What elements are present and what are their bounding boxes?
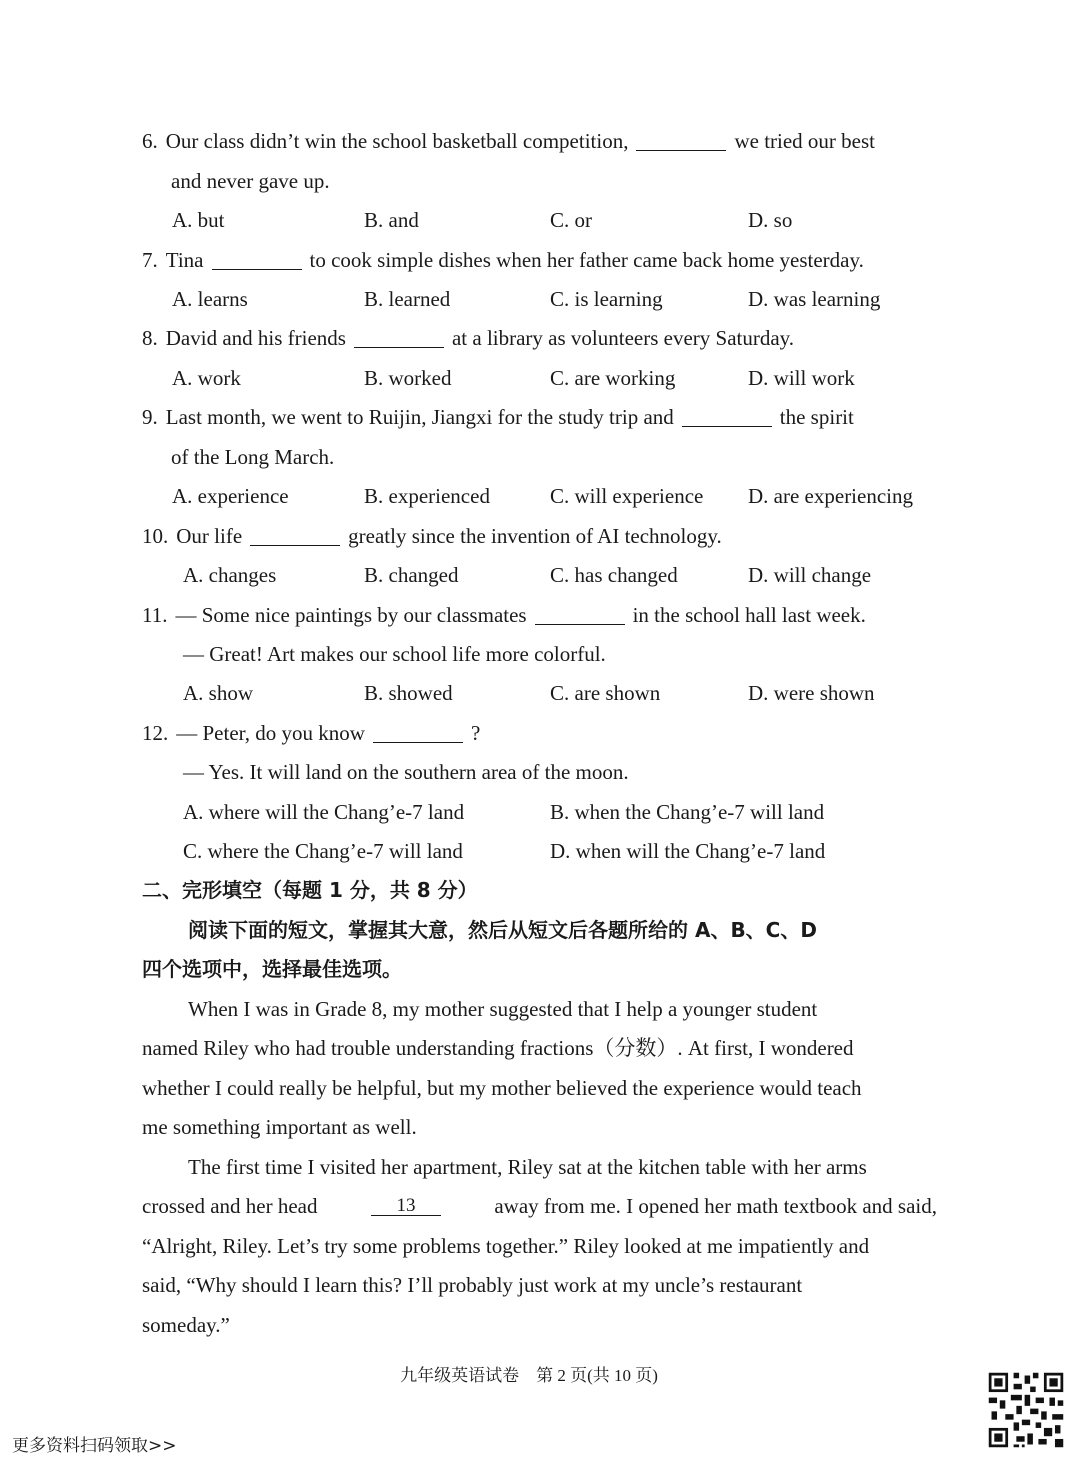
section-instruction-line2: 四个选项中，选择最佳选项。: [142, 957, 402, 981]
option-c: C. is learning: [550, 287, 663, 311]
option-b: B. learned: [364, 287, 451, 311]
option-b: B. experienced: [364, 484, 490, 508]
option-a: A. experience: [172, 484, 289, 508]
option-a: A. changes: [183, 563, 277, 587]
option-a: A. where will the Chang’e-7 land: [183, 800, 465, 824]
option-c: C. will experience: [550, 484, 704, 508]
question-11-line2: — Great! Art makes our school life more colorful.: [183, 642, 606, 666]
option-c: C. are shown: [550, 681, 661, 705]
answer-blank: [250, 527, 340, 546]
option-a: A. learns: [172, 287, 248, 311]
option-b: B. changed: [364, 563, 459, 587]
passage-line: When I was in Grade 8, my mother suggested that I help a younger student: [188, 997, 818, 1021]
option-a: A. show: [183, 681, 254, 705]
page-footer: 九年级英语试卷 第 2 页(共 10 页): [400, 1366, 658, 1385]
question-10-line1: 10. Our life greatly since the invention of AI technology.: [142, 524, 722, 548]
passage-line: named Riley who had trouble understanding fractions（分数）. At first, I wondered: [142, 1036, 854, 1060]
option-a: A. work: [172, 366, 241, 390]
answer-blank: [212, 251, 302, 270]
option-b: B. worked: [364, 366, 452, 390]
question-8-line1: 8. David and his friends at a library as volunteers every Saturday.: [142, 326, 795, 350]
question-11-line1: 11. — Some nice paintings by our classmates in the school hall last week.: [142, 603, 866, 627]
section-title: 二、完形填空（每题 1 分，共 8 分）: [142, 878, 478, 902]
answer-blank: [354, 329, 444, 348]
passage-line-with-blank: crossed and her head 13 away from me. I opened her math textbook and said,: [142, 1194, 937, 1218]
qr-code-icon: [986, 1370, 1066, 1450]
promo-text: 更多资料扫码领取>>: [12, 1436, 177, 1456]
option-c: C. are working: [550, 366, 676, 390]
option-d: D. when will the Chang’e-7 land: [550, 839, 826, 863]
answer-blank: [682, 408, 772, 427]
answer-blank: [535, 606, 625, 625]
question-9-line1: 9. Last month, we went to Ruijin, Jiangxi for the study trip and the spirit: [142, 405, 854, 429]
passage-line: said, “Why should I learn this? I’ll probably just work at my uncle’s restaurant: [142, 1273, 803, 1297]
passage-line: someday.”: [142, 1313, 230, 1337]
option-d: D. are experiencing: [748, 484, 913, 508]
passage-line: me something important as well.: [142, 1115, 417, 1139]
section-instruction-line1: 阅读下面的短文，掌握其大意，然后从短文后各题所给的 A、B、C、D: [188, 918, 817, 942]
option-d: D. will work: [748, 366, 855, 390]
cloze-blank-13: 13: [371, 1197, 441, 1216]
question-12-line1: 12. — Peter, do you know ?: [142, 721, 481, 745]
passage-line: whether I could really be helpful, but my mother believed the experience would teach: [142, 1076, 862, 1100]
option-b: B. showed: [364, 681, 453, 705]
passage-line: The first time I visited her apartment, Riley sat at the kitchen table with her arms: [188, 1155, 867, 1179]
option-d: D. were shown: [748, 681, 875, 705]
option-c: C. where the Chang’e-7 will land: [183, 839, 463, 863]
option-b: B. when the Chang’e-7 will land: [550, 800, 825, 824]
option-c: C. has changed: [550, 563, 678, 587]
option-c: C. or: [550, 208, 592, 232]
question-9-line2: of the Long March.: [171, 445, 335, 469]
question-7-line1: 7. Tina to cook simple dishes when her father came back home yesterday.: [142, 248, 864, 272]
answer-blank: [373, 724, 463, 743]
option-d: D. was learning: [748, 287, 881, 311]
question-6-line2: and never gave up.: [171, 169, 330, 193]
passage-line: “Alright, Riley. Let’s try some problems together.” Riley looked at me impatiently and: [142, 1234, 870, 1258]
question-12-line2: — Yes. It will land on the southern area of the moon.: [183, 760, 629, 784]
option-d: D. will change: [748, 563, 872, 587]
option-b: B. and: [364, 208, 419, 232]
answer-blank: [636, 132, 726, 151]
option-a: A. but: [172, 208, 225, 232]
option-d: D. so: [748, 208, 793, 232]
question-6-line1: 6. Our class didn’t win the school basketball competition, we tried our best: [142, 129, 875, 153]
